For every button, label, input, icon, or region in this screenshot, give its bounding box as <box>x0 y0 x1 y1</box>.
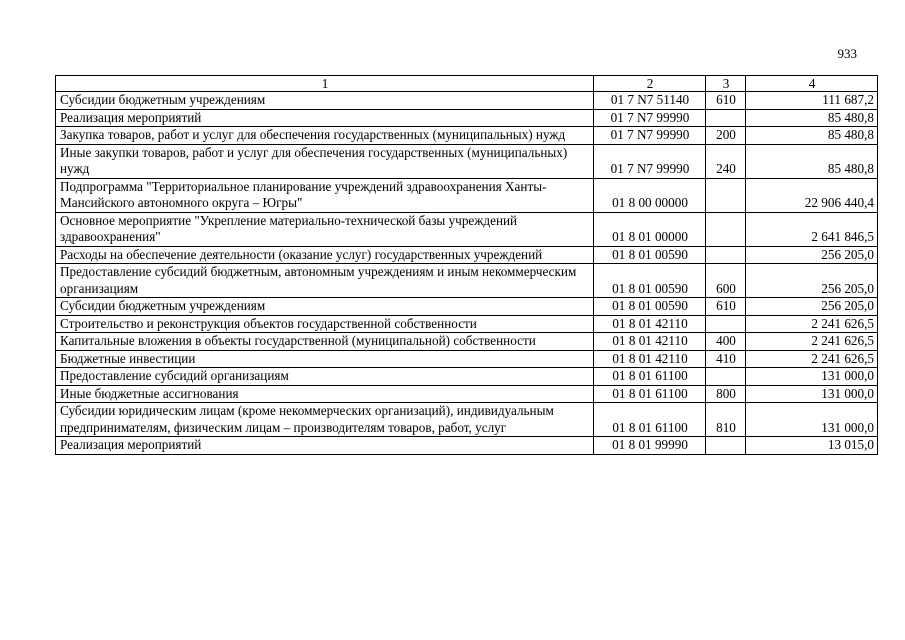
table-row <box>56 315 878 333</box>
row-code-cell: 01 7 N7 51140 <box>594 92 706 110</box>
row-name-cell: Предоставление субсидий организациям <box>56 368 594 386</box>
row-expense-type-cell <box>706 437 746 455</box>
table-row <box>56 350 878 368</box>
row-name-cell: Иные бюджетные ассигнования <box>56 385 594 403</box>
row-amount-cell: 256 205,0 <box>746 246 878 264</box>
row-code-cell: 01 7 N7 99990 <box>594 109 706 127</box>
row-name-cell: Иные закупки товаров, работ и услуг для обеспечения государственных (муниципальных) нужд <box>56 144 594 178</box>
table-row <box>56 212 878 246</box>
row-amount-cell: 131 000,0 <box>746 368 878 386</box>
header-row <box>56 76 878 92</box>
budget-table <box>55 75 878 455</box>
row-expense-type-cell <box>706 368 746 386</box>
table-row <box>56 246 878 264</box>
row-expense-type-cell: 600 <box>706 264 746 298</box>
row-expense-type-cell <box>706 212 746 246</box>
row-name-cell: Строительство и реконструкция объектов государственной собственности <box>56 315 594 333</box>
row-amount-cell: 131 000,0 <box>746 385 878 403</box>
table-row <box>56 437 878 455</box>
page-number: 933 <box>837 46 857 61</box>
table-row <box>56 92 878 110</box>
row-expense-type-cell <box>706 178 746 212</box>
table-row <box>56 264 878 298</box>
row-expense-type-cell: 240 <box>706 144 746 178</box>
table-row <box>56 127 878 145</box>
row-expense-type-cell <box>706 246 746 264</box>
row-code-cell: 01 8 01 99990 <box>594 437 706 455</box>
table-row <box>56 403 878 437</box>
table-row <box>56 144 878 178</box>
row-amount-cell: 131 000,0 <box>746 403 878 437</box>
row-code-cell: 01 8 00 00000 <box>594 178 706 212</box>
table-row <box>56 178 878 212</box>
table-row <box>56 368 878 386</box>
row-code-cell: 01 8 01 00590 <box>594 264 706 298</box>
row-amount-cell: 256 205,0 <box>746 264 878 298</box>
row-code-cell: 01 8 01 42110 <box>594 333 706 351</box>
row-expense-type-cell: 610 <box>706 298 746 316</box>
column-header-1: 1 <box>56 76 594 92</box>
row-name-cell: Реализация мероприятий <box>56 437 594 455</box>
row-code-cell: 01 8 01 00590 <box>594 298 706 316</box>
row-amount-cell: 85 480,8 <box>746 127 878 145</box>
row-amount-cell: 85 480,8 <box>746 144 878 178</box>
row-amount-cell: 111 687,2 <box>746 92 878 110</box>
column-header-3: 3 <box>706 76 746 92</box>
row-code-cell: 01 8 01 61100 <box>594 368 706 386</box>
row-expense-type-cell: 400 <box>706 333 746 351</box>
row-name-cell: Реализация мероприятий <box>56 109 594 127</box>
row-expense-type-cell: 200 <box>706 127 746 145</box>
row-name-cell: Закупка товаров, работ и услуг для обеспечения государственных (муниципальных) нужд <box>56 127 594 145</box>
row-code-cell: 01 7 N7 99990 <box>594 127 706 145</box>
row-amount-cell: 2 241 626,5 <box>746 350 878 368</box>
row-expense-type-cell <box>706 109 746 127</box>
row-amount-cell: 85 480,8 <box>746 109 878 127</box>
row-expense-type-cell: 810 <box>706 403 746 437</box>
row-expense-type-cell: 410 <box>706 350 746 368</box>
row-amount-cell: 13 015,0 <box>746 437 878 455</box>
row-name-cell: Бюджетные инвестиции <box>56 350 594 368</box>
table-row <box>56 385 878 403</box>
row-code-cell: 01 8 01 42110 <box>594 315 706 333</box>
row-code-cell: 01 8 01 00590 <box>594 246 706 264</box>
row-name-cell: Подпрограмма "Территориальное планирование учреждений здравоохранения Ханты-Мансийского автономного округа – Югры" <box>56 178 594 212</box>
row-amount-cell: 2 241 626,5 <box>746 333 878 351</box>
table-row <box>56 298 878 316</box>
table-row <box>56 333 878 351</box>
column-header-4: 4 <box>746 76 878 92</box>
row-amount-cell: 2 641 846,5 <box>746 212 878 246</box>
row-code-cell: 01 8 01 00000 <box>594 212 706 246</box>
row-expense-type-cell <box>706 315 746 333</box>
row-expense-type-cell: 610 <box>706 92 746 110</box>
table-body <box>56 76 878 455</box>
row-code-cell: 01 8 01 61100 <box>594 403 706 437</box>
row-name-cell: Субсидии бюджетным учреждениям <box>56 92 594 110</box>
row-expense-type-cell: 800 <box>706 385 746 403</box>
column-header-2: 2 <box>594 76 706 92</box>
row-name-cell: Капитальные вложения в объекты государственной (муниципальной) собственности <box>56 333 594 351</box>
row-code-cell: 01 8 01 42110 <box>594 350 706 368</box>
row-name-cell: Расходы на обеспечение деятельности (оказание услуг) государственных учреждений <box>56 246 594 264</box>
row-code-cell: 01 7 N7 99990 <box>594 144 706 178</box>
row-amount-cell: 256 205,0 <box>746 298 878 316</box>
row-name-cell: Субсидии юридическим лицам (кроме некоммерческих организаций), индивидуальным предпринимателям, физическим лицам – производителям товаров, работ, услуг <box>56 403 594 437</box>
row-code-cell: 01 8 01 61100 <box>594 385 706 403</box>
row-amount-cell: 2 241 626,5 <box>746 315 878 333</box>
row-name-cell: Субсидии бюджетным учреждениям <box>56 298 594 316</box>
row-name-cell: Предоставление субсидий бюджетным, автономным учреждениям и иным некоммерческим организациям <box>56 264 594 298</box>
row-name-cell: Основное мероприятие "Укрепление материально-технической базы учреждений здравоохранения" <box>56 212 594 246</box>
table-row <box>56 109 878 127</box>
row-amount-cell: 22 906 440,4 <box>746 178 878 212</box>
